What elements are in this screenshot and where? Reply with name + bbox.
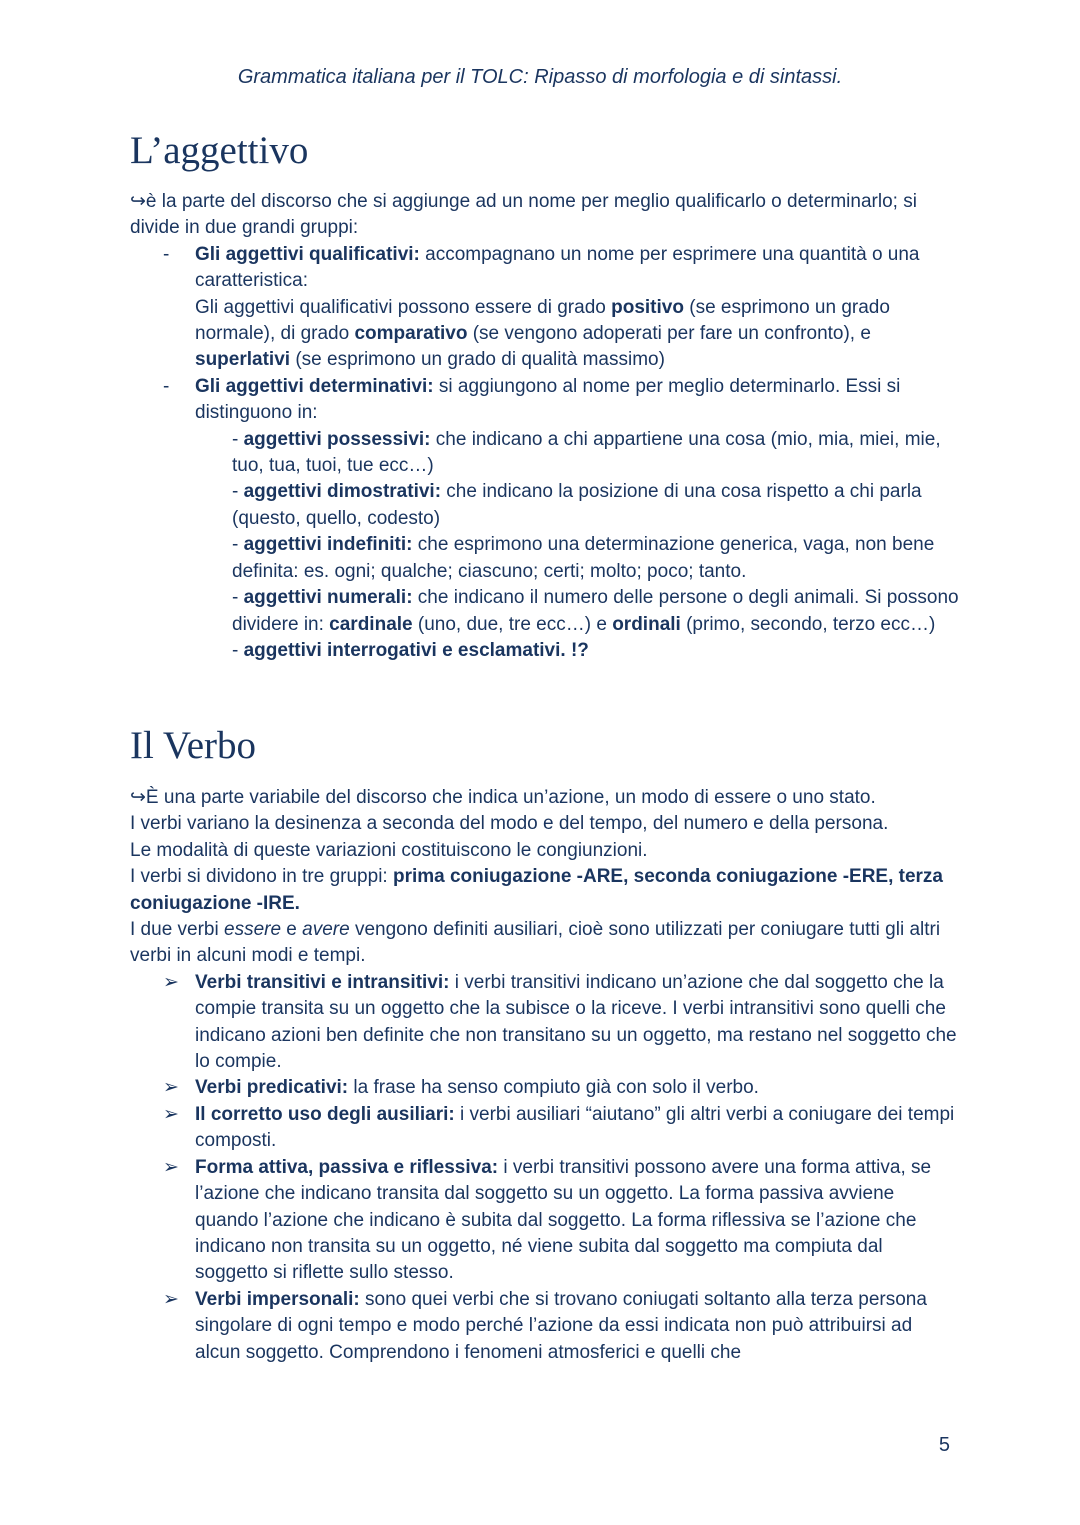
aggettivo-section xyxy=(130,189,960,664)
sub-item: - aggettivi possessivi: che indicano a chi appartiene una cosa (mio, mia, miei, mie, tuo, tua, tuoi, tue ecc…) xyxy=(232,428,941,477)
section-title-aggettivo: L’aggettivo xyxy=(130,129,309,172)
list-item: ➢ Il corretto uso degli ausiliari: i verbi ausiliari “aiutano” gli altri verbi a coniugare dei tempi composti. xyxy=(163,1103,955,1152)
list-item: ➢ Forma attiva, passiva e riflessiva: i verbi transitivi possono avere una forma attiva, se l’azione che indicano transita dal soggetto su un oggetto. La forma passiva avviene quando l’azione che indicano è subita dal soggetto. La forma riflessiva se l’azione che indicano non transita su un oggetto, né viene subita dal soggetto ma compiuta dal soggetto si riflette sullo stesso. xyxy=(163,1156,932,1284)
page-number: 5 xyxy=(938,1434,950,1456)
verbo-paragraph: ↪È una parte variabile del discorso che indica un’azione, un modo di essere o uno stato. xyxy=(130,787,876,808)
dash-bullet: - xyxy=(163,243,170,265)
list-item-determinativi: - Gli aggettivi determinativi: si aggiungono al nome per meglio determinarlo. Essi si distinguono in: xyxy=(163,375,901,424)
dash-bullet: - xyxy=(163,375,170,397)
section-title-verbo: Il Verbo xyxy=(130,724,257,767)
verbo-list xyxy=(130,970,960,1366)
aggettivo-intro: ↪è la parte del discorso che si aggiunge ad un nome per meglio qualificarlo o determinarlo; si divide in due grandi gruppi: xyxy=(130,191,917,239)
arrow-bullet-icon: ➢ xyxy=(163,1288,179,1310)
term-determinativi: Gli aggettivi determinativi: xyxy=(195,375,434,397)
arrow-bullet-icon: ➢ xyxy=(163,1103,179,1125)
list-item-qualificativi: - Gli aggettivi qualificativi: accompagnano un nome per esprimere una quantità o una caratteristica: Gli aggettivi qualificativi possono essere di grado positivo (se esprimono un grado normale), di grado comparativo (se vengono adoperati per fare un confronto), e superlativi (se esprimono un grado di qualità massimo) xyxy=(130,242,960,374)
sub-item: - aggettivi interrogativi e esclamativi. !? xyxy=(232,639,589,661)
sub-item: - aggettivi numerali: che indicano il numero delle persone o degli animali. Si possono dividere in: cardinale (uno, due, tre ecc…) e ordinali (primo, secondo, terzo ecc…) xyxy=(232,587,959,635)
page-header: Grammatica italiana per il TOLC: Ripasso di morfologia e di sintassi. xyxy=(237,66,843,88)
arrow-bullet-icon: ➢ xyxy=(163,1077,179,1099)
verbo-paragraph: I verbi variano la desinenza a seconda del modo e del tempo, del numero e della persona. xyxy=(130,813,889,835)
grado-paragraph: Gli aggettivi qualificativi possono essere di grado positivo (se esprimono un grado normale), di grado comparativo (se vengono adoperati per fare un confronto), e superlativi (se esprimono un grado di qualità massimo) xyxy=(195,296,890,371)
aggettivo-list xyxy=(130,242,960,427)
determinativi-sublist xyxy=(130,427,960,665)
verbo-paragraph: I due verbi essere e avere vengono definiti ausiliari, cioè sono utilizzati per coniugare tutti gli altri verbi in alcuni modi e tempi. xyxy=(130,919,941,967)
verbo-paragraph: I verbi si dividono in tre gruppi: prima coniugazione -ARE, seconda coniugazione -ERE, terza coniugazione -IRE. xyxy=(130,866,944,914)
term-qualificativi: Gli aggettivi qualificativi: xyxy=(195,243,420,265)
list-item: ➢ Verbi transitivi e intransitivi: i verbi transitivi indicano un’azione che dal soggetto che la compie transita su un oggetto che la subisce o la riceve. I verbi intransitivi sono quelli che indicano azioni ben definite che non transitano su un oggetto, ma restano nel soggetto che lo compie. xyxy=(163,971,957,1073)
sub-item: - aggettivi dimostrativi: che indicano la posizione di una cosa rispetto a chi parla (questo, quello, codesto) xyxy=(232,481,922,529)
arrow-bullet-icon: ➢ xyxy=(163,971,179,993)
sub-item: - aggettivi indefiniti: che esprimono una determinazione generica, vaga, non bene definita: es. ogni; qualche; ciascuno; certi; molto; poco; tanto. xyxy=(232,534,935,582)
verbo-section xyxy=(130,785,960,1366)
verbo-paragraph: Le modalità di queste variazioni costituiscono le congiunzioni. xyxy=(130,839,648,861)
list-item: ➢ Verbi predicativi: la frase ha senso compiuto già con solo il verbo. xyxy=(130,1075,960,1101)
list-item: ➢ Verbi impersonali: sono quei verbi che si trovano coniugati soltanto alla terza persona singolare di ogni tempo e modo perché l’azione da essi indicata non può attribuirsi ad alcun soggetto. Comprendono i fenomeni atmosferici e quelli che xyxy=(163,1288,927,1363)
arrow-bullet-icon: ➢ xyxy=(163,1156,179,1178)
